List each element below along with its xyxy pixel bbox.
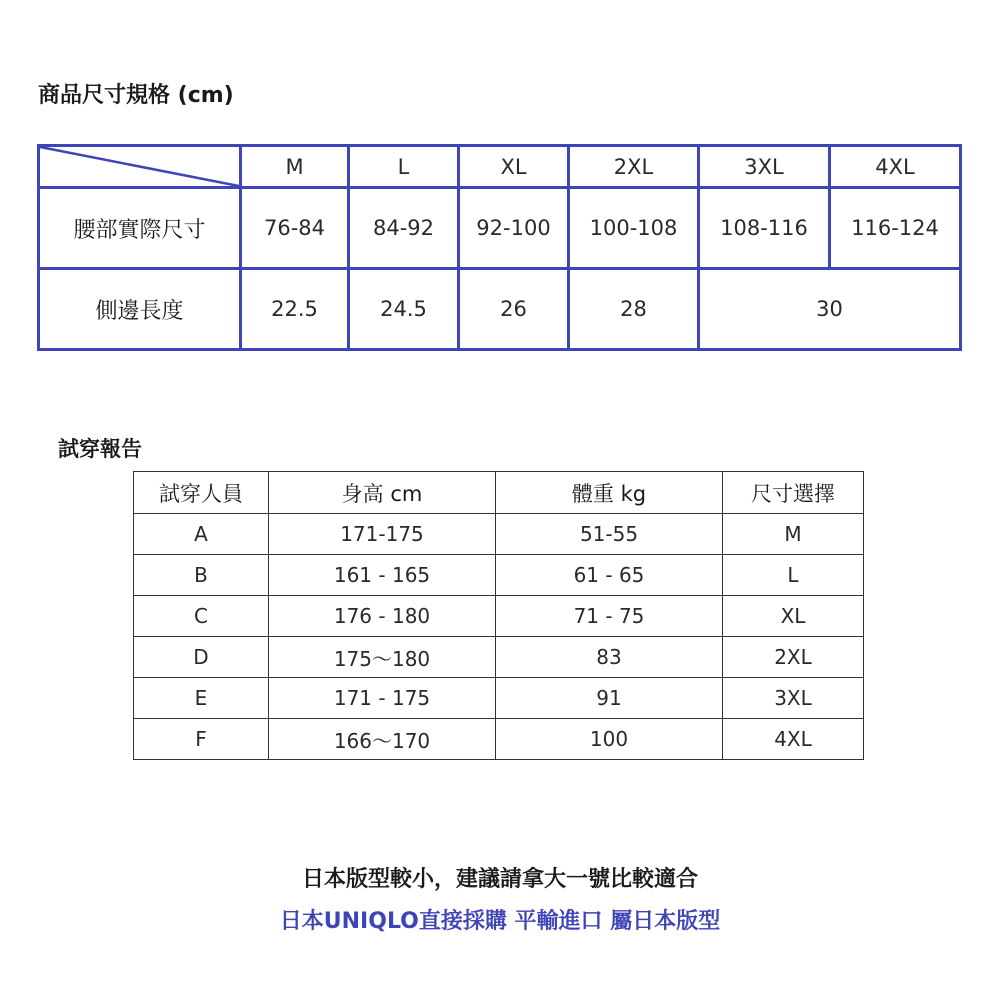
table-row bbox=[134, 719, 864, 760]
diagonal-line-icon bbox=[40, 147, 239, 186]
size-advice-note: 日本版型較小，建議請拿大一號比較適合 bbox=[301, 867, 698, 892]
waist-value: 100-108 bbox=[569, 188, 699, 269]
fit-header-cell: 尺寸選擇 bbox=[723, 472, 864, 514]
side-length-value: 30 bbox=[699, 269, 961, 350]
tester-height: 171 - 175 bbox=[269, 678, 496, 719]
tester-weight: 100 bbox=[496, 719, 723, 760]
tester-id: B bbox=[134, 555, 269, 596]
side-length-value: 24.5 bbox=[349, 269, 459, 350]
side-length-row bbox=[39, 269, 961, 350]
waist-value: 84-92 bbox=[349, 188, 459, 269]
size-header-cell: 4XL bbox=[830, 146, 961, 188]
tester-weight: 61 - 65 bbox=[496, 555, 723, 596]
side-length-label: 側邊長度 bbox=[39, 269, 241, 350]
tester-size: 4XL bbox=[723, 719, 864, 760]
size-spec-title: 商品尺寸規格 (cm) bbox=[38, 83, 234, 108]
size-header-cell: 3XL bbox=[699, 146, 830, 188]
table-row bbox=[134, 637, 864, 678]
side-length-value: 26 bbox=[459, 269, 569, 350]
fit-header-cell: 身高 cm bbox=[269, 472, 496, 514]
tester-id: E bbox=[134, 678, 269, 719]
size-header-cell: L bbox=[349, 146, 459, 188]
fit-header-row bbox=[134, 472, 864, 514]
waist-label: 腰部實際尺寸 bbox=[39, 188, 241, 269]
side-length-value: 28 bbox=[569, 269, 699, 350]
waist-value: 116-124 bbox=[830, 188, 961, 269]
table-row bbox=[134, 596, 864, 637]
tester-height: 171-175 bbox=[269, 514, 496, 555]
tester-id: C bbox=[134, 596, 269, 637]
tester-height: 166～170 bbox=[269, 719, 496, 760]
fit-header-cell: 體重 kg bbox=[496, 472, 723, 514]
waist-value: 108-116 bbox=[699, 188, 830, 269]
tester-height: 176 - 180 bbox=[269, 596, 496, 637]
side-length-value: 22.5 bbox=[241, 269, 349, 350]
fit-header-cell: 試穿人員 bbox=[134, 472, 269, 514]
waist-value: 92-100 bbox=[459, 188, 569, 269]
fit-report-title: 試穿報告 bbox=[58, 437, 142, 461]
size-spec-table bbox=[37, 144, 962, 351]
tester-weight: 51-55 bbox=[496, 514, 723, 555]
table-row bbox=[134, 678, 864, 719]
tester-size: 2XL bbox=[723, 637, 864, 678]
tester-weight: 71 - 75 bbox=[496, 596, 723, 637]
size-header-cell: XL bbox=[459, 146, 569, 188]
waist-row bbox=[39, 188, 961, 269]
tester-id: F bbox=[134, 719, 269, 760]
size-header-cell: M bbox=[241, 146, 349, 188]
tester-weight: 91 bbox=[496, 678, 723, 719]
tester-id: A bbox=[134, 514, 269, 555]
tester-weight: 83 bbox=[496, 637, 723, 678]
tester-size: M bbox=[723, 514, 864, 555]
tester-height: 175～180 bbox=[269, 637, 496, 678]
tester-id: D bbox=[134, 637, 269, 678]
tester-height: 161 - 165 bbox=[269, 555, 496, 596]
tester-size: XL bbox=[723, 596, 864, 637]
size-header-row bbox=[39, 146, 961, 188]
table-row bbox=[134, 514, 864, 555]
tester-size: 3XL bbox=[723, 678, 864, 719]
corner-cell bbox=[39, 146, 241, 188]
import-note: 日本UNIQLO直接採購 平輸進口 屬日本版型 bbox=[279, 909, 721, 934]
size-header-cell: 2XL bbox=[569, 146, 699, 188]
table-row bbox=[134, 555, 864, 596]
waist-value: 76-84 bbox=[241, 188, 349, 269]
fit-report-table bbox=[133, 471, 864, 760]
tester-size: L bbox=[723, 555, 864, 596]
